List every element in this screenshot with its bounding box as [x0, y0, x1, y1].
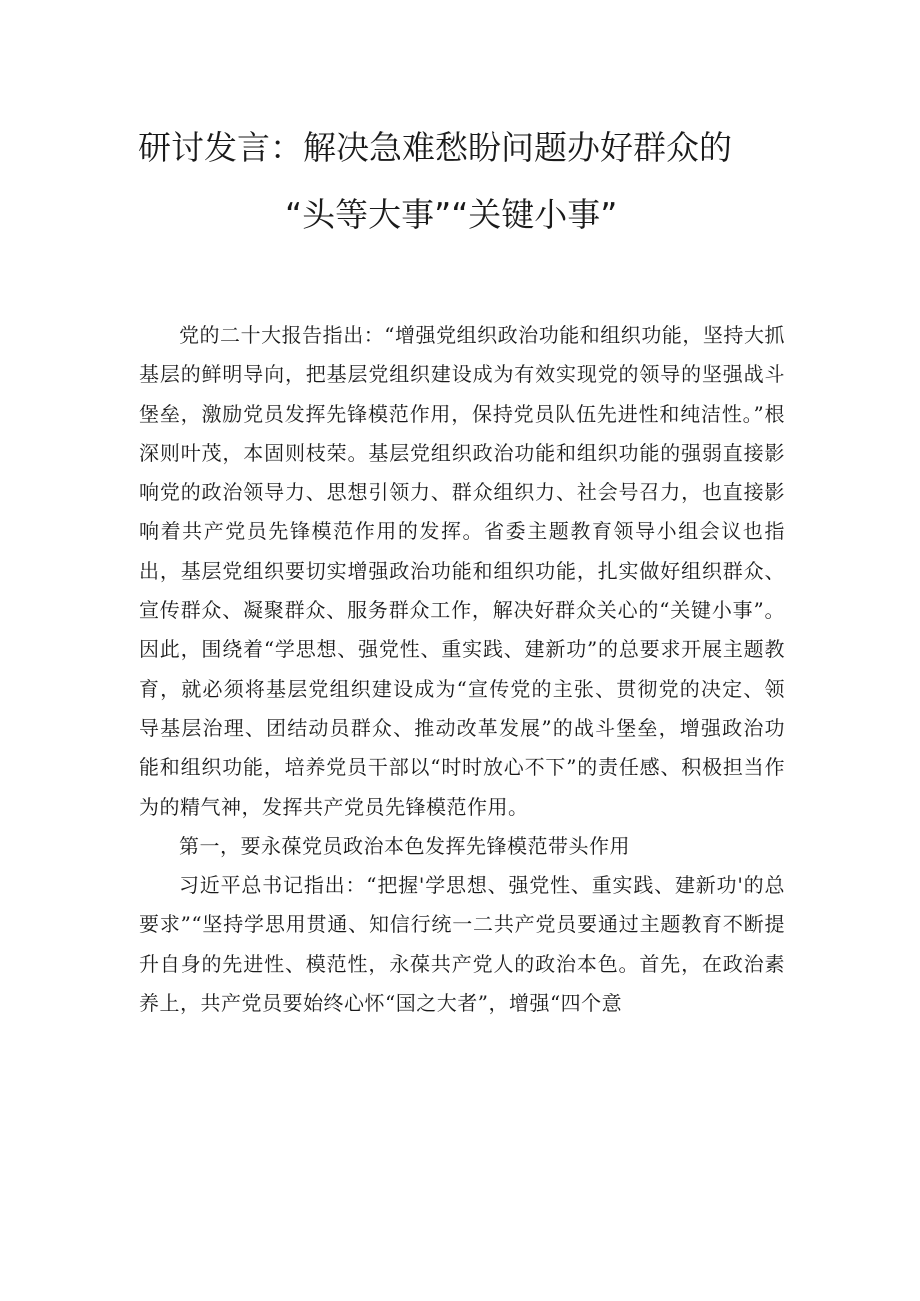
title-line-2: “头等大事”“关键小事”	[285, 195, 618, 234]
body-text	[139, 316, 785, 1023]
paragraph-intro: 党的二十大报告指出：“增强党组织政治功能和组织功能，坚持大抓基层的鲜明导向，把基层党组织建设成为有效实现党的领导的坚强战斗堡垒，激励党员发挥先锋模范作用，保持党员队伍先进性和纯洁性。”根深则叶茂，本固则枝荣。基层党组织政治功能和组织功能的强弱直接影响党的政治领导力、思想引领力、群众组织力、社会号召力，也直接影响着共产党员先锋模范作用的发挥。省委主题教育领导小组会议也指出，基层党组织要切实增强政治功能和组织功能，扎实做好组织群众、宣传群众、凝聚群众、服务群众工作，解决好群众关心的“关键小事”。因此，围绕着“学思想、强党性、重实践、建新功”的总要求开展主题教育，就必须将基层党组织建设成为“宣传党的主张、贯彻党的决定、领导基层治理、团结动员群众、推动改革发展”的战斗堡垒，增强政治功能和组织功能，培养党员干部以“时时放心不下”的责任感、积极担当作为的精气神，发挥共产党员先锋模范作用。	[139, 323, 785, 819]
paragraph-quote: 习近平总书记指出：“把握'学思想、强党性、重实践、建新功'的总要求”“坚持学思用贯通、知信行统一二共产党员要通过主题教育不断提升自身的先进性、模范性，永葆共产党人的政治本色。首先，在政治素养上，共产党员要始终心怀“国之大者”，增强“四个意	[139, 873, 785, 1016]
title-line-1: 研讨发言：解决急难愁盼问题办好群众的	[138, 128, 732, 167]
paragraph-section-heading: 第一，要永葆党员政治本色发挥先锋模范带头作用	[179, 833, 630, 858]
